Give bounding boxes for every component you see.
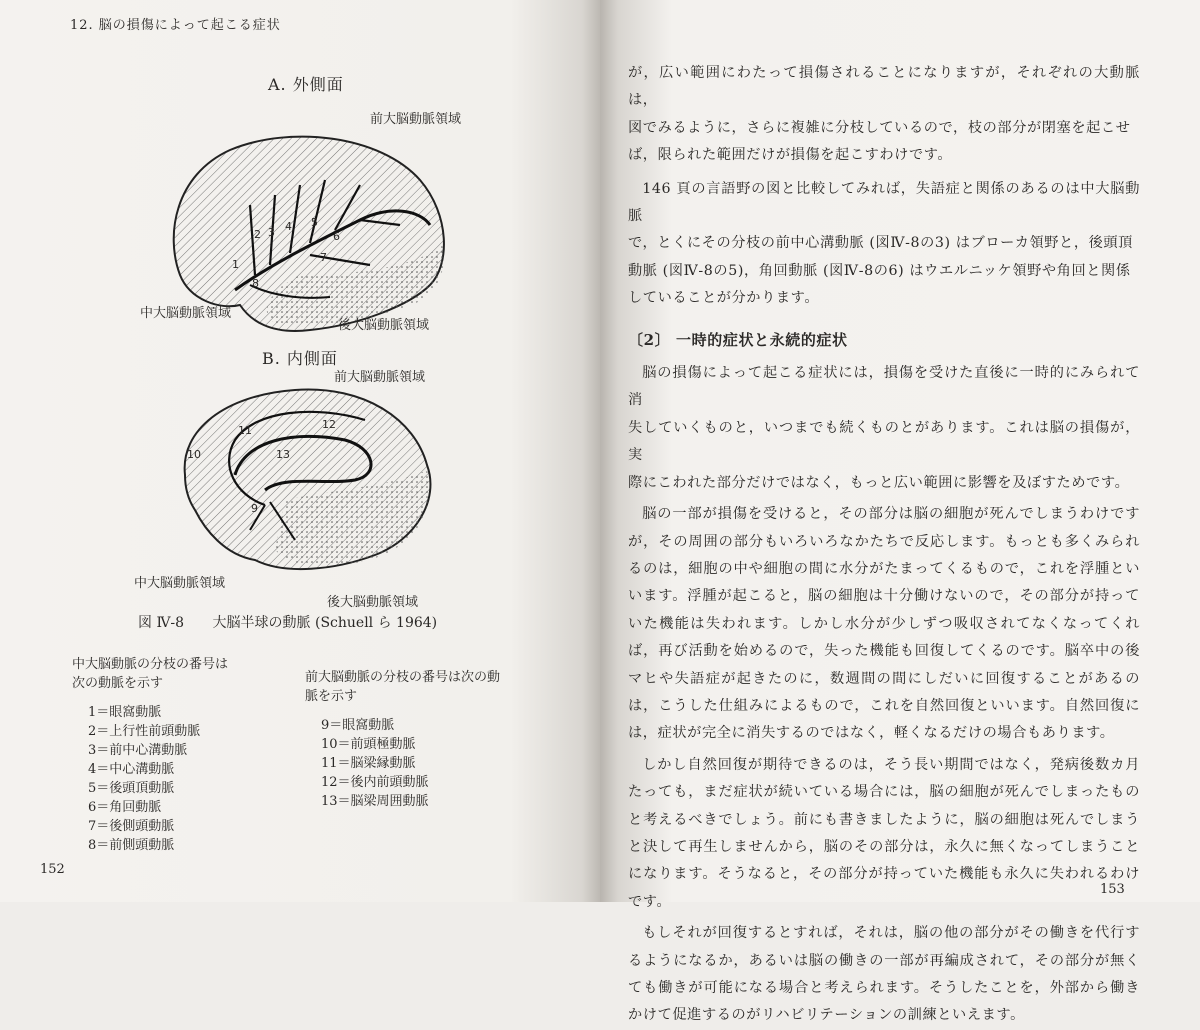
- paragraph-line: が，広い範囲にわたって損傷されることになりますが，それぞれの大動脈は，: [628, 65, 1140, 109]
- medial-brain-illustration: [165, 380, 455, 580]
- legend-item: 2＝上行性前頭動脈: [88, 724, 201, 739]
- section-heading: 〔2〕 一時的症状と永続的症状: [628, 330, 848, 349]
- lateral-middle-label: 中大脳動脈領域: [140, 306, 232, 321]
- section-a-title: A. 外側面: [268, 75, 344, 94]
- section-b-title: B. 内側面: [262, 349, 338, 368]
- legend-item: 7＝後側頭動脈: [88, 819, 175, 834]
- paragraph-line: していることが分かります。: [628, 290, 820, 307]
- paragraph: 脳の一部が損傷を受けると，その部分は脳の細胞が死んでしまうわけですが，その周囲の部分もいろいろなかたちで反応します。もっとも多くみられるのは，細胞の中や細胞の間に水分がたまってくるもので，これを浮腫といいます。浮腫が起こると，脳の細胞は十分働けないので，その部分が持っていた機能は失われます。しかし水分が少しずつ吸収されてなくなってくれば，再び活動を始めるので，失った機能も回復してくるのです。脳卒中の後マヒや失語症が起きたのに，数週間の間にしだいに回復することがあるのは，こうした仕組みによるもので，これを自然回復といいます。自然回復には，症状が完全に消失するのではなく，軽くなるだけの場合もあります。: [628, 506, 1140, 742]
- paragraph: しかし自然回復が期待できるのは，そう長い期間ではなく，発病後数カ月たっても，まだ症状が続いている場合には，脳の細胞が死んでしまったものと考えるべきでしょう。前にも書きましたように，脳の細胞は死んでしまうと決して再生しませんから，脳のその部分は，永久に無くなってしまうことになります。そうなると，その部分が持っていた機能も永久に失われるわけです。: [628, 756, 1140, 910]
- paragraph-line: で，とくにその分枝の前中心溝動脈 (図Ⅳ-8の3) はブローカ領野と，後頭頂: [628, 235, 1133, 252]
- lateral-number-8: 8: [252, 277, 259, 290]
- page-number-right: 153: [1100, 882, 1125, 897]
- medial-anterior-label: 前大脳動脈領域: [334, 370, 426, 385]
- legend-item: 13＝脳梁周囲動脈: [321, 794, 429, 809]
- legend-item: 8＝前側頭動脈: [88, 838, 175, 853]
- figure-number: 図 Ⅳ-8: [138, 615, 185, 631]
- legend-anterior-cerebral: [305, 668, 500, 811]
- paragraph-line: 動脈 (図Ⅳ-8の5)，角回動脈 (図Ⅳ-8の6) はウエルニッケ領野や角回と関係: [628, 262, 1131, 279]
- paragraph-line: 脳の損傷によって起こる症状には，損傷を受けた直後に一時的にみられて消: [628, 365, 1140, 409]
- medial-middle-label: 中大脳動脈領域: [134, 576, 226, 591]
- legend-intro-line: 次の動脈を示す: [72, 676, 164, 691]
- paragraph-line: 146 頁の言語野の図と比較してみれば，失語症と関係のあるのは中大脳動脈: [628, 180, 1140, 225]
- medial-number-12: 12: [322, 418, 336, 431]
- paragraph-line: 失していくものと，いつまでも続くものとがあります。これは脳の損傷が，実: [628, 419, 1140, 464]
- legend-intro-line: 脈を示す: [305, 689, 358, 704]
- legend-item: 1＝眼窩動脈: [88, 705, 162, 720]
- paragraph-line: 際にこわれた部分だけではなく，もっと広い範囲に影響を及ぼすためです。: [628, 474, 1130, 491]
- running-head: 12. 脳の損傷によって起こる症状: [70, 18, 281, 33]
- medial-number-10: 10: [187, 448, 201, 461]
- lateral-number-7: 7: [320, 251, 327, 264]
- paragraph-line: 図でみるように，さらに複雑に分枝しているので，枝の部分が閉塞を起こせ: [628, 119, 1131, 136]
- medial-number-11: 11: [238, 424, 252, 437]
- legend-intro-line: 中大脳動脈の分枝の番号は: [72, 657, 229, 672]
- legend-item: 4＝中心溝動脈: [88, 762, 175, 777]
- legend-intro-line: 前大脳動脈の分枝の番号は次の動: [305, 670, 501, 685]
- legend-item: 5＝後頭頂動脈: [88, 781, 175, 796]
- figure-title: 大脳半球の動脈 (Schuell ら 1964): [212, 615, 438, 631]
- lateral-number-3: 3: [268, 226, 275, 239]
- body-text-column: [628, 60, 1140, 1030]
- legend-item: 10＝前頭極動脈: [321, 737, 416, 752]
- lateral-number-1: 1: [232, 258, 239, 271]
- left-page: [0, 0, 600, 902]
- legend-item: 6＝角回動脈: [88, 800, 162, 815]
- figure-caption: [138, 612, 461, 632]
- paragraph: もしそれが回復するとすれば，それは，脳の他の部分がその働きを代行するようになるか，あるいは脳の働きの一部が再編成されて，その部分が無くても働きが可能になる場合と考えられます。そうしたことを，外部から働きかけて促進するのがリハビリテーションの訓練といえます。: [628, 925, 1140, 1024]
- legend-middle-cerebral: [72, 655, 228, 855]
- lateral-number-5: 5: [311, 216, 318, 229]
- medial-number-9: 9: [251, 502, 258, 515]
- lateral-posterior-label: 後大脳動脈領域: [338, 318, 430, 333]
- lateral-number-6: 6: [333, 230, 340, 243]
- legend-item: 12＝後内前頭動脈: [321, 775, 429, 790]
- legend-item: 3＝前中心溝動脈: [88, 743, 188, 758]
- page-number-left: 152: [40, 862, 65, 877]
- paragraph-line: ば，限られた範囲だけが損傷を起こすわけです。: [628, 147, 953, 164]
- legend-item: 9＝眼窩動脈: [321, 718, 395, 733]
- lateral-number-4: 4: [285, 220, 292, 233]
- legend-item: 11＝脳梁縁動脈: [321, 756, 416, 771]
- medial-posterior-label: 後大脳動脈領域: [327, 595, 419, 610]
- medial-number-13: 13: [276, 448, 290, 461]
- lateral-anterior-label: 前大脳動脈領域: [370, 112, 462, 127]
- lateral-number-2: 2: [254, 228, 261, 241]
